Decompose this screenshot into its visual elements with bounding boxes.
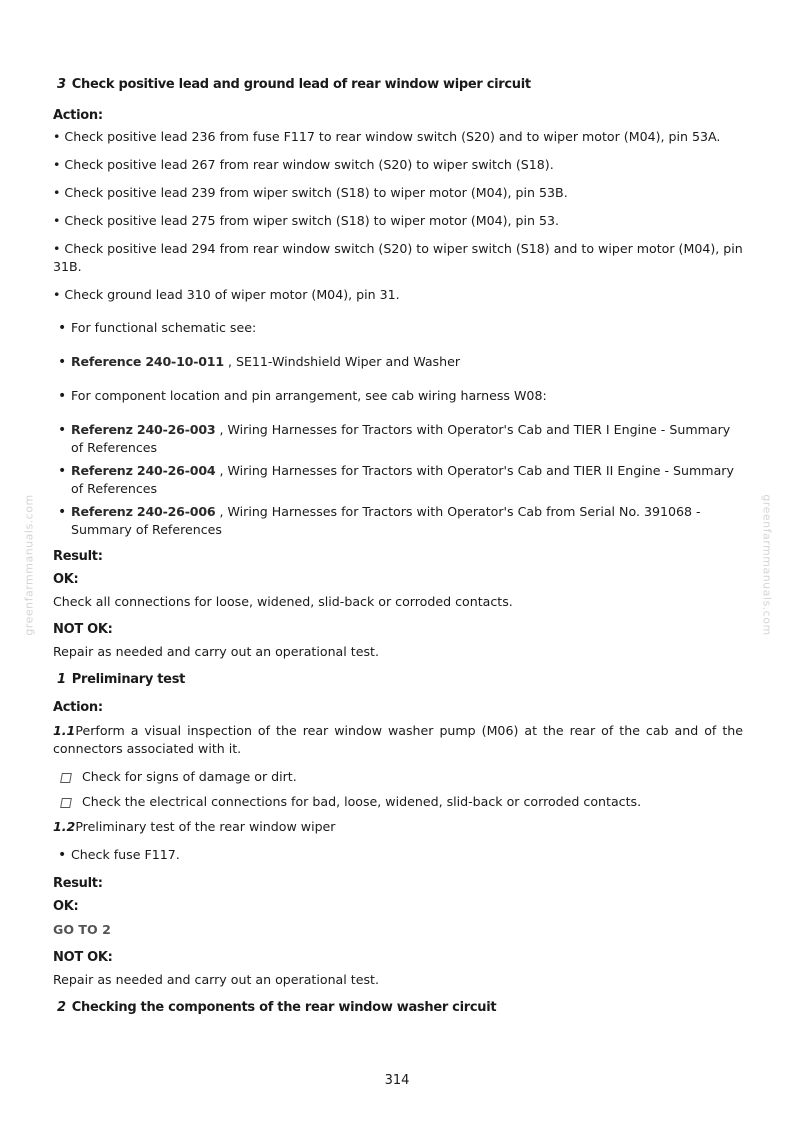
action-label: Action: [53,700,103,715]
not-ok-text: Repair as needed and carry out an operational test. [53,644,379,659]
not-ok-text: Repair as needed and carry out an operational test. [53,972,379,987]
section-3-heading [53,76,743,94]
reference-link[interactable]: Referenz 240-26-006 [71,504,216,519]
schematic-intro: • For functional schematic see: [53,319,743,337]
check-fuse-item: • Check fuse F117. [53,846,743,864]
step-1-2: 1.2Preliminary test of the rear window wiper [53,819,336,834]
reference-link[interactable]: Referenz 240-26-004 [71,463,216,478]
ok-label: OK: [53,899,79,914]
check-item: • Check positive lead 267 from rear window switch (S20) to wiper switch (S18). [53,157,554,172]
not-ok-label: NOT OK: [53,950,113,965]
result-label: Result: [53,876,103,891]
checkbox-icon[interactable] [60,773,72,783]
reference-link[interactable]: Reference 240-10-011 [71,354,224,369]
checkbox-icon[interactable] [60,798,72,808]
check-item: • Check positive lead 294 from rear window switch (S20) to wiper switch (S18) and to wiper motor (M04), pin 31B. [53,241,743,274]
section-number: 2 [57,1000,66,1015]
reference-item: • Reference 240-10-011 , SE11-Windshield Wiper and Washer [53,353,743,371]
document-body [53,76,743,1017]
action-label: Action: [53,108,103,123]
watermark-left: greenfarmmanuals.com [22,494,36,636]
checklist-item: Check for signs of damage or dirt. [53,768,743,786]
section-title: Checking the components of the rear window washer circuit [71,1000,497,1015]
page-number: 314 [384,1073,410,1088]
checklist-item: Check the electrical connections for bad, loose, widened, slid-back or corroded contacts. [53,793,743,811]
reference-link[interactable]: Referenz 240-26-003 [71,422,216,437]
reference-item: • Referenz 240-26-006 , Wiring Harnesses for Tractors with Operator's Cab from Serial No. 391068 - Summary of References [53,503,743,539]
not-ok-label: NOT OK: [53,622,113,637]
section-number: 1 [57,672,66,687]
reference-item: • Referenz 240-26-003 , Wiring Harnesses for Tractors with Operator's Cab and TIER I Engine - Summary of References [53,421,743,457]
check-item: • Check ground lead 310 of wiper motor (M04), pin 31. [53,287,400,302]
step-1-1: 1.1Perform a visual inspection of the rear window washer pump (M06) at the rear of the cab and of the connectors associated with it. [53,723,743,756]
ok-label: OK: [53,572,79,587]
section-number: 3 [57,77,66,92]
section-1-heading [53,671,743,689]
step-number: 1.2 [53,819,76,834]
section-2-heading [53,999,743,1017]
check-item: • Check positive lead 275 from wiper switch (S18) to wiper motor (M04), pin 53. [53,213,560,228]
check-item: • Check positive lead 236 from fuse F117 to rear window switch (S20) and to wiper motor (M04), pin 53A. [53,129,721,144]
section-title: Check positive lead and ground lead of rear window wiper circuit [71,77,531,92]
ok-text: Check all connections for loose, widened, slid-back or corroded contacts. [53,594,513,609]
reference-item: • Referenz 240-26-004 , Wiring Harnesses for Tractors with Operator's Cab and TIER II Engine - Summary of References [53,462,743,498]
step-number: 1.1 [53,723,76,738]
check-item: • Check positive lead 239 from wiper switch (S18) to wiper motor (M04), pin 53B. [53,185,568,200]
result-label: Result: [53,549,103,564]
watermark-right: greenfarmmanuals.com [760,494,774,636]
section-title: Preliminary test [71,672,186,687]
goto-link[interactable]: GO TO 2 [53,922,111,937]
location-intro: • For component location and pin arrangement, see cab wiring harness W08: [53,387,743,405]
